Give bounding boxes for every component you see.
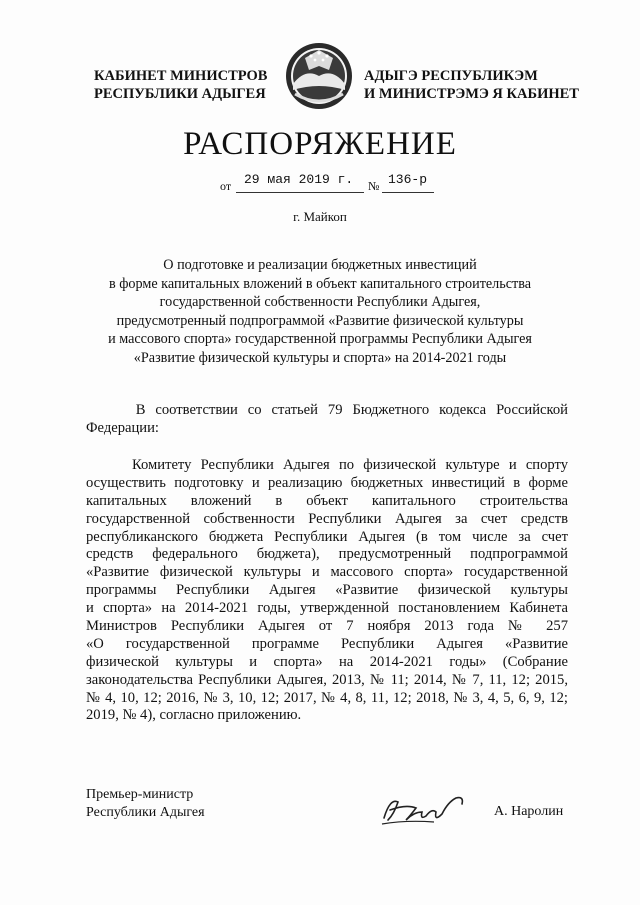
paragraph-line: законодательства Республики Адыгея, 2013, № 11; 2014, № 7, 11, 12; 2015, (86, 671, 568, 688)
signer-role-line: Премьер-министр (86, 787, 194, 802)
paragraph-line: капитальных вложений в объект капитального строительства (86, 492, 568, 509)
signer-role (86, 786, 205, 822)
header-right (364, 67, 579, 103)
header-left-line: РЕСПУБЛИКИ АДЫГЕЯ (94, 86, 266, 102)
paragraph-line: программы Республики Адыгея «Развитие физической культуры (86, 582, 568, 599)
subject-line: «Развитие физической культуры и спорта» на 2014-2021 годы (133, 349, 507, 366)
document-subject (70, 256, 570, 368)
preamble-paragraph (86, 402, 568, 438)
city: г. Майкоп (293, 209, 347, 224)
header-right-line: И МИНИСТРЭМЭ Я КАБИНЕТ (364, 86, 579, 102)
handwritten-signature (376, 790, 472, 830)
date-label: от (220, 179, 232, 193)
paragraph-line: «О государственной программе Республики Адыгея «Развитие (86, 635, 568, 652)
header-right-line: АДЫГЭ РЕСПУБЛИКЭМ (364, 68, 538, 84)
date-underline (236, 192, 364, 193)
header-left-line: КАБИНЕТ МИНИСТРОВ (94, 68, 268, 84)
number-label: № (368, 179, 380, 193)
document-date: 29 мая 2019 г. (244, 172, 354, 187)
subject-line: и массового спорта» государственной программы Республики Адыгея (108, 331, 532, 348)
number-underline (382, 192, 434, 193)
paragraph-line: средств федерального бюджета), предусмотренный подпрограммой (86, 546, 568, 563)
coat-of-arms-emblem (281, 38, 357, 114)
paragraph-line: «Развитие физической культуры и массового спорта» государственной (86, 564, 568, 581)
paragraph-line: № 4, 10, 12; 2016, № 3, 10, 12; 2017, № 4, 8, 11, 12; 2018, № 3, 4, 5, 6, 9, 12; (86, 689, 568, 706)
signer-role-line: Республики Адыгея (86, 805, 205, 820)
paragraph-line: Министров Республики Адыгея от 7 ноября 2013 года № 257 (86, 618, 568, 635)
paragraph-line: Комитету Республики Адыгея по физической культуре и спорту (86, 457, 568, 473)
paragraph-line: и спорта» на 2014-2021 годы, утвержденной постановлением Кабинета (86, 600, 568, 617)
paragraph-line: 2019, № 4), согласно приложению. (86, 707, 302, 724)
paragraph-line: осуществить подготовку и реализацию бюджетных инвестиций в форме (86, 474, 568, 491)
signer-name: А. Наролин (494, 804, 564, 819)
paragraph-line: Федерации: (86, 419, 159, 436)
body-paragraph (86, 457, 568, 725)
paragraph-line: государственной собственности Республики Адыгея за счет средств (86, 510, 568, 527)
subject-line: в форме капитальных вложений в объект капитального строительства (108, 275, 532, 292)
document-number: 136-р (388, 172, 428, 187)
paragraph-line: республиканского бюджета Республики Адыгея (в том числе за счет (86, 528, 568, 545)
subject-line: предусмотренный подпрограммой «Развитие физической культуры (116, 312, 524, 329)
subject-line: государственной собственности Республики Адыгея, (159, 294, 481, 311)
paragraph-line: В соответствии со статьей 79 Бюджетного кодекса Российской (86, 402, 568, 418)
paragraph-line: физической культуры и спорта» на 2014-2021 годы» (Собрание (86, 653, 568, 670)
document-title: РАСПОРЯЖЕНИЕ (183, 126, 457, 162)
header-left (94, 67, 267, 103)
subject-line: О подготовке и реализации бюджетных инвестиций (163, 257, 477, 273)
